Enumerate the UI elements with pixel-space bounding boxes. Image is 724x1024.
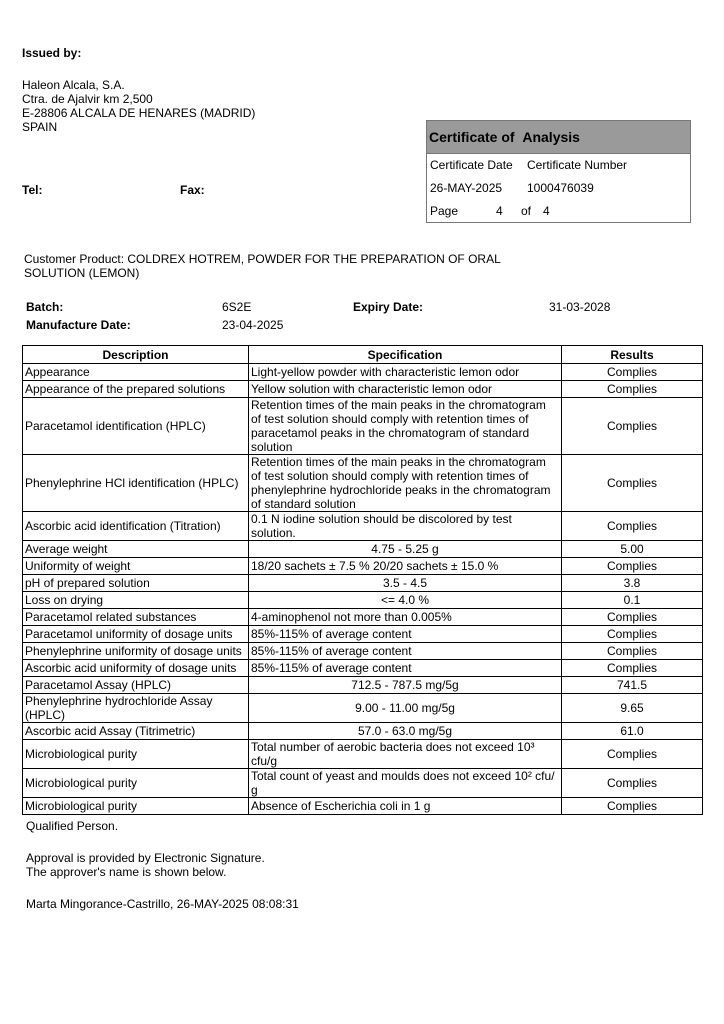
description-cell: Microbiological purity (23, 798, 249, 815)
specification-cell: 4-aminophenol not more than 0.005% (249, 609, 562, 626)
specification-cell: 9.00 - 11.00 mg/5g (249, 694, 562, 723)
specification-cell: <= 4.0 % (249, 592, 562, 609)
table-row (23, 364, 703, 381)
table-row (23, 798, 703, 815)
description-cell: Microbiological purity (23, 769, 249, 798)
result-cell: 0.1 (562, 592, 703, 609)
description-cell: Ascorbic acid Assay (Titrimetric) (23, 723, 249, 740)
issued-by-label: Issued by: (22, 46, 82, 60)
specification-cell: 712.5 - 787.5 mg/5g (249, 677, 562, 694)
table-row (23, 694, 703, 723)
table-row (23, 381, 703, 398)
result-cell: Complies (562, 626, 703, 643)
description-cell: Paracetamol identification (HPLC) (23, 398, 249, 455)
manufacture-value: 23-04-2025 (222, 318, 284, 332)
result-cell: 9.65 (562, 694, 703, 723)
certificate-number: 1000476039 (527, 181, 594, 195)
description-cell: Phenylephrine HCl identification (HPLC) (23, 455, 249, 512)
title-part: Analysis (522, 129, 580, 145)
result-cell: 61.0 (562, 723, 703, 740)
result-cell: Complies (562, 364, 703, 381)
certificate-date-label: Certificate Date (430, 158, 513, 172)
address-line: Haleon Alcala, S.A. (22, 78, 125, 92)
result-cell: Complies (562, 558, 703, 575)
description-cell: Ascorbic acid identification (Titration) (23, 512, 249, 541)
signature: Marta Mingorance-Castrillo, 26-MAY-2025 08:08:31 (26, 897, 299, 911)
result-cell: 5.00 (562, 541, 703, 558)
customer-product (24, 252, 501, 280)
batch-label: Batch: (26, 300, 64, 314)
description-cell: Appearance of the prepared solutions (23, 381, 249, 398)
description-cell: Loss on drying (23, 592, 249, 609)
page-number: 4 (496, 204, 503, 218)
description-cell: Uniformity of weight (23, 558, 249, 575)
table-row (23, 592, 703, 609)
title-part: Certificate of (429, 129, 515, 145)
description-cell: Paracetamol uniformity of dosage units (23, 626, 249, 643)
specification-cell: Retention times of the main peaks in the chromatogram of test solution should comply with retention times of paracetamol peaks in the chromatogram of standard solution (249, 398, 562, 455)
table-row (23, 575, 703, 592)
specification-cell: 85%-115% of average content (249, 626, 562, 643)
results-table (22, 345, 703, 815)
result-cell: Complies (562, 798, 703, 815)
specification-cell: 57.0 - 63.0 mg/5g (249, 723, 562, 740)
table-row (23, 455, 703, 512)
manufacture-label: Manufacture Date: (26, 318, 131, 332)
specification-cell: 85%-115% of average content (249, 643, 562, 660)
of-label: of (521, 204, 532, 218)
page-label: Page (430, 204, 459, 218)
result-cell: Complies (562, 512, 703, 541)
table-row (23, 769, 703, 798)
table-row (23, 512, 703, 541)
tel-label: Tel: (22, 183, 43, 197)
result-cell: Complies (562, 455, 703, 512)
table-row (23, 677, 703, 694)
result-cell: Complies (562, 609, 703, 626)
specification-cell: 18/20 sachets ± 7.5 % 20/20 sachets ± 15.0 % (249, 558, 562, 575)
approval-text: Approval is provided by Electronic Signature. (26, 851, 265, 865)
address-line: E-28806 ALCALA DE HENARES (MADRID) (22, 106, 256, 120)
product-line: Customer Product: COLDREX HOTREM, POWDER FOR THE PREPARATION OF ORAL (24, 252, 501, 266)
product-line: SOLUTION (LEMON) (24, 266, 140, 280)
qualified-person: Qualified Person. (26, 819, 119, 833)
certificate-date: 26-MAY-2025 (430, 181, 503, 195)
table-row (23, 643, 703, 660)
expiry-label: Expiry Date: (353, 300, 424, 314)
header-results: Results (562, 346, 703, 364)
table-row (23, 609, 703, 626)
specification-cell: 4.75 - 5.25 g (249, 541, 562, 558)
specification-cell: 85%-115% of average content (249, 660, 562, 677)
specification-cell: 3.5 - 4.5 (249, 575, 562, 592)
certificate-box (426, 120, 691, 223)
result-cell: Complies (562, 381, 703, 398)
description-cell: Paracetamol related substances (23, 609, 249, 626)
table-row (23, 723, 703, 740)
description-cell: Paracetamol Assay (HPLC) (23, 677, 249, 694)
result-cell: Complies (562, 740, 703, 769)
table-row (23, 740, 703, 769)
description-cell: Phenylephrine uniformity of dosage units (23, 643, 249, 660)
expiry-value: 31-03-2028 (549, 300, 611, 314)
address-line: SPAIN (22, 120, 58, 134)
fax-label: Fax: (180, 183, 205, 197)
approval-text: The approver's name is shown below. (26, 865, 227, 879)
description-cell: Appearance (23, 364, 249, 381)
batch-value: 6S2E (222, 300, 252, 314)
description-cell: Average weight (23, 541, 249, 558)
specification-cell: Light-yellow powder with characteristic lemon odor (249, 364, 562, 381)
description-cell: Ascorbic acid uniformity of dosage units (23, 660, 249, 677)
result-cell: Complies (562, 769, 703, 798)
certificate-number-label: Certificate Number (527, 158, 628, 172)
table-header-row (23, 346, 703, 364)
specification-cell: Total count of yeast and moulds does not exceed 10² cfu/ g (249, 769, 562, 798)
description-cell: Microbiological purity (23, 740, 249, 769)
footer (26, 819, 299, 911)
specification-cell: 0.1 N iodine solution should be discolored by test solution. (249, 512, 562, 541)
result-cell: 741.5 (562, 677, 703, 694)
table-row (23, 398, 703, 455)
table-row (23, 626, 703, 643)
table-row (23, 558, 703, 575)
table-row (23, 660, 703, 677)
specification-cell: Retention times of the main peaks in the chromatogram of test solution should comply with retention times of phenylephrine hydrochloride peaks in the chromatogram of standard solution (249, 455, 562, 512)
description-cell: Phenylephrine hydrochloride Assay (HPLC) (23, 694, 249, 723)
header-specification: Specification (249, 346, 562, 364)
address-line: Ctra. de Ajalvir km 2,500 (22, 92, 153, 106)
header-description: Description (23, 346, 249, 364)
result-cell: Complies (562, 643, 703, 660)
specification-cell: Yellow solution with characteristic lemon odor (249, 381, 562, 398)
result-cell: Complies (562, 660, 703, 677)
total-pages: 4 (543, 204, 550, 218)
result-cell: 3.8 (562, 575, 703, 592)
description-cell: pH of prepared solution (23, 575, 249, 592)
table-row (23, 541, 703, 558)
certificate-title (427, 121, 690, 154)
result-cell: Complies (562, 398, 703, 455)
specification-cell: Total number of aerobic bacteria does not exceed 10³ cfu/g (249, 740, 562, 769)
specification-cell: Absence of Escherichia coli in 1 g (249, 798, 562, 815)
issuer-address (22, 78, 255, 134)
